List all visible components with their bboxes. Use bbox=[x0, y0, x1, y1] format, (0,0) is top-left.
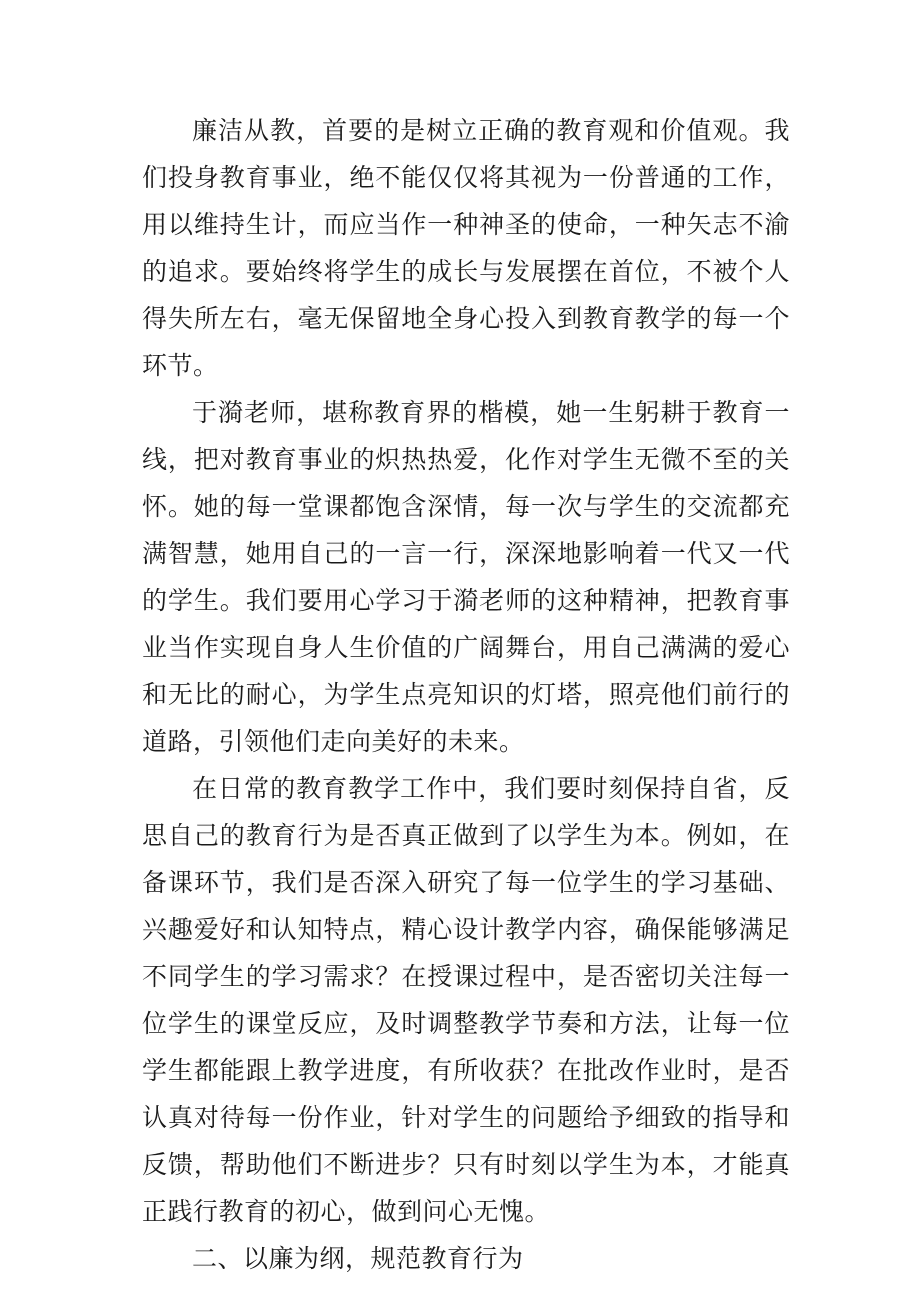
document-body bbox=[142, 107, 790, 1282]
section-heading: 二、以廉为纲，规范教育行为 bbox=[192, 1244, 524, 1273]
paragraph-3: 在日常的教育教学工作中，我们要时刻保持自省，反思自己的教育行为是否真正做到了以学生为本。例如，在备课环节，我们是否深入研究了每一位学生的学习基础、兴趣爱好和认知特点，精心设计教学内容，确保能够满足不同学生的学习需求？在授课过程中，是否密切关注每一位学生的课堂反应，及时调整教学节奏和方法，让每一位学生都能跟上教学进度，有所收获？在批改作业时，是否认真对待每一份作业，针对学生的问题给予细致的指导和反馈，帮助他们不断进步？只有时刻以学生为本，才能真正践行教育的初心，做到问心无愧。 bbox=[142, 774, 790, 1226]
paragraph-2: 于漪老师，堪称教育界的楷模，她一生躬耕于教育一线，把对教育事业的炽热热爱，化作对学生无微不至的关怀。她的每一堂课都饱含深情，每一次与学生的交流都充满智慧，她用自己的一言一行，深深地影响着一代又一代的学生。我们要用心学习于漪老师的这种精神，把教育事业当作实现自身人生价值的广阔舞台，用自己满满的爱心和无比的耐心，为学生点亮知识的灯塔，照亮他们前行的道路，引领他们走向美好的未来。 bbox=[142, 398, 790, 756]
paragraph-1: 廉洁从教，首要的是树立正确的教育观和价值观。我们投身教育事业，绝不能仅仅将其视为一份普通的工作，用以维持生计，而应当作一种神圣的使命，一种矢志不渝的追求。要始终将学生的成长与发展摆在首位，不被个人得失所左右，毫无保留地全身心投入到教育教学的每一个环节。 bbox=[142, 116, 790, 380]
